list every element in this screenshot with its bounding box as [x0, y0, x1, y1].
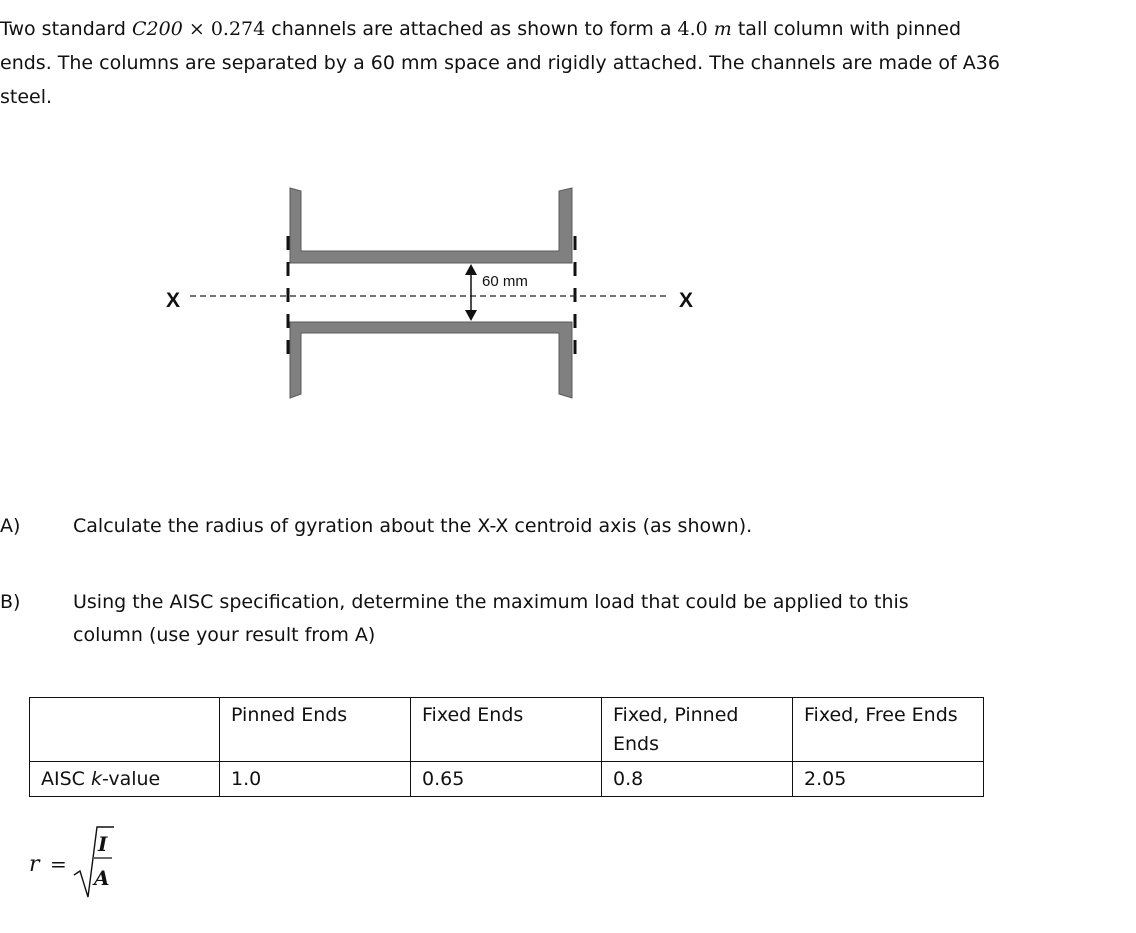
formula-denominator: A: [94, 866, 110, 890]
table-header-cell: Fixed, Pinned Ends: [602, 698, 793, 762]
row-label-suffix: -value: [101, 768, 161, 790]
formula-numerator: I: [98, 832, 108, 856]
question-b-text: Using the AISC specification, determine the maximum load that could be applied to this column (use your result from A): [73, 591, 909, 646]
table-header-cell: Fixed, Free Ends: [793, 698, 984, 762]
channel-weight: 0.274: [210, 18, 266, 40]
intro-text: tall column with pinned ends. The columns are separated by a 60 mm space and rigidly attached. The channels are made of A36 steel.: [0, 18, 1000, 108]
table-cell: 2.05: [793, 762, 984, 797]
table-cell: 0.65: [411, 762, 602, 797]
axis-label-left: X: [166, 289, 181, 312]
question-b-letter: B): [0, 591, 21, 613]
bottom-channel: [290, 322, 572, 398]
dimension-label: 60 mm: [482, 273, 528, 290]
top-channel: [290, 188, 572, 263]
table-header-row: [30, 698, 984, 762]
intro-text: channels are attached as shown to form a: [265, 18, 678, 40]
question-a-letter: A): [0, 515, 21, 537]
intro-text: Two standard: [0, 18, 132, 40]
table-cell: 0.8: [602, 762, 793, 797]
table-header-cell: Pinned Ends: [220, 698, 411, 762]
dimension-arrow-up: [465, 264, 477, 275]
times-symbol: ×: [188, 18, 205, 40]
table-cell: 1.0: [220, 762, 411, 797]
table-header-cell: Fixed Ends: [411, 698, 602, 762]
table-header-cell: [30, 698, 220, 762]
channel-designation: C200: [131, 18, 183, 40]
row-label-prefix: AISC: [41, 768, 91, 790]
radius-of-gyration-formula: [28, 823, 148, 903]
row-label-cell: [30, 762, 220, 797]
question-a-text: Calculate the radius of gyration about the X-X centroid axis (as shown).: [73, 515, 753, 537]
table-row: [30, 762, 984, 797]
k-value-table: [29, 697, 984, 797]
axis-label-right: X: [679, 289, 694, 312]
length-unit: m: [713, 18, 732, 40]
dimension-arrow-down: [465, 310, 477, 321]
formula-lhs: r: [29, 852, 40, 877]
formula-equals: =: [50, 852, 67, 876]
column-length: 4.0: [677, 18, 708, 40]
row-label-symbol: k: [90, 768, 102, 790]
